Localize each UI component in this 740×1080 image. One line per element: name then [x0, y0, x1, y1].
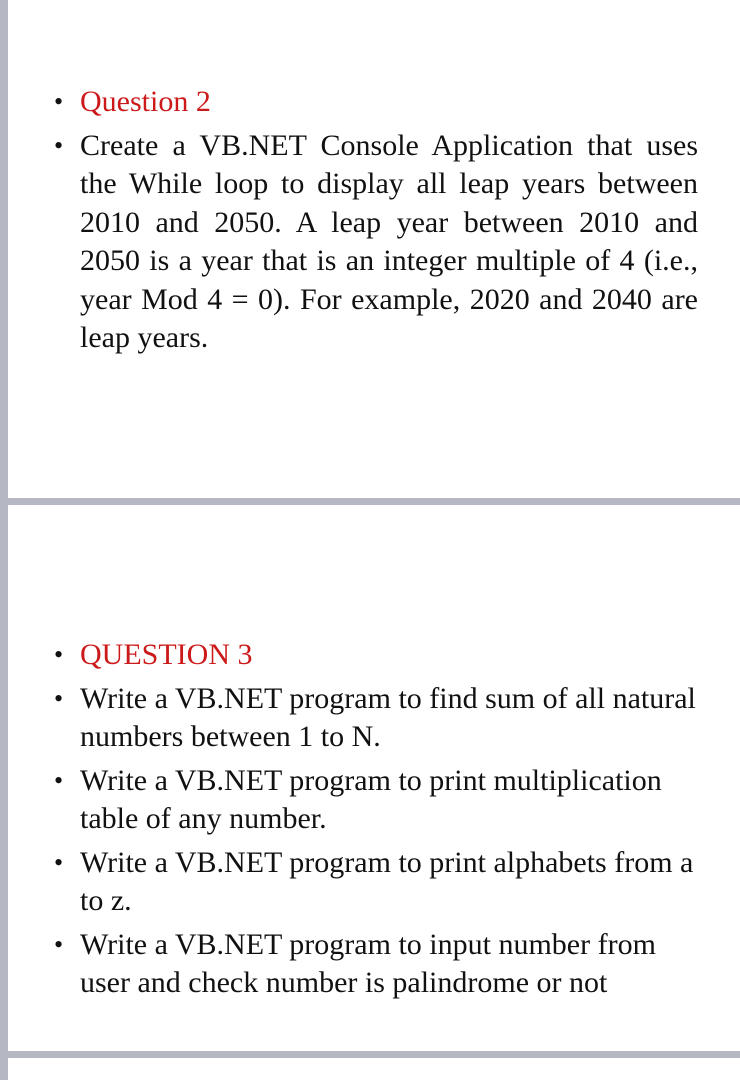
bullet-icon: • [54, 929, 64, 959]
bullet-icon: • [54, 683, 64, 713]
question-3-item-1 [8, 680, 740, 757]
bullet-icon: • [54, 130, 64, 160]
question-3-heading-item [8, 636, 740, 675]
question-3-item-2 [8, 762, 740, 839]
slide-question-2 [8, 0, 740, 498]
question-3-item-4-text: Write a VB.NET program to input number from user and check number is palindrome or not [80, 927, 656, 999]
slide-question-3 [8, 505, 740, 1051]
question-3-item-3-text: Write a VB.NET program to print alphabets from a to z. [80, 845, 694, 917]
question-2-text-item [8, 127, 740, 358]
question-2-heading-item [8, 83, 740, 122]
bullet-icon: • [54, 87, 64, 116]
bullet-icon: • [54, 765, 64, 795]
question-3-list [8, 636, 740, 1003]
bullet-icon: • [54, 640, 64, 669]
question-2-heading: Question 2 [80, 85, 211, 118]
question-2-text: Create a VB.NET Console Application that uses the While loop to display all leap years between 2010 and 2050. A leap year between 2010 and 2050 is a year that is an integer multiple of 4 (i.e., year Mod 4 = 0). For example, 2020 and 2040 are leap years. [80, 128, 698, 354]
question-3-item-1-text: Write a VB.NET program to find sum of all natural numbers between 1 to N. [80, 681, 696, 753]
bullet-icon: • [54, 847, 64, 877]
question-2-list [8, 83, 740, 358]
question-3-item-4 [8, 926, 740, 1003]
question-3-item-3 [8, 844, 740, 921]
next-slide-edge [8, 1058, 740, 1080]
question-3-heading: QUESTION 3 [80, 638, 253, 671]
question-3-item-2-text: Write a VB.NET program to print multiplication table of any number. [80, 763, 662, 835]
